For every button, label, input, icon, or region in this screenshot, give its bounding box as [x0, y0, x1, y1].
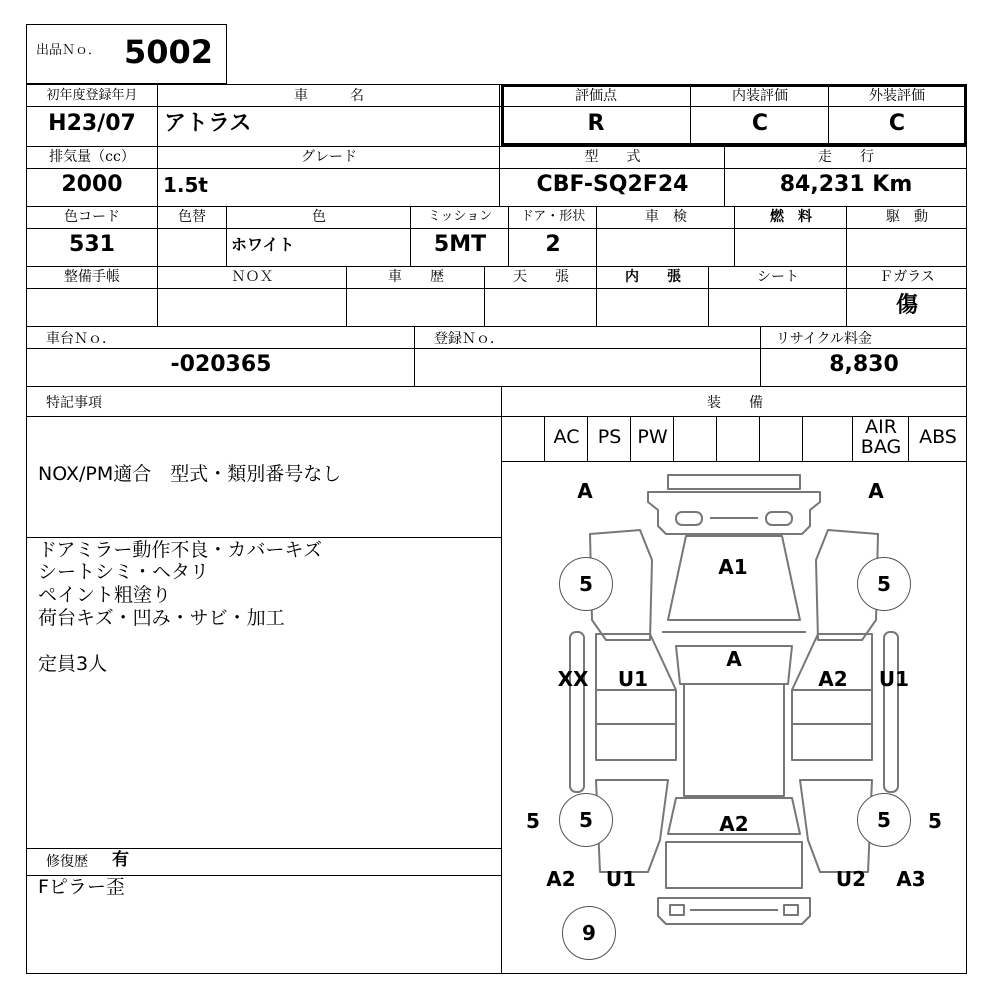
equipment-ps: PS [597, 426, 622, 448]
interior-trim-label: 内 張 [625, 269, 681, 285]
color-code-value: 531 [69, 232, 115, 257]
grade-label: グレード [301, 149, 357, 165]
equipment-pw: PW [637, 426, 668, 448]
recycle-label: リサイクル料金 [776, 331, 873, 347]
mission-label: ミッション [427, 209, 493, 224]
first-reg-label: 初年度登録年月 [46, 88, 138, 103]
fglass-label: Ｆガラス [879, 269, 935, 285]
drive-label: 駆 動 [886, 209, 928, 225]
notes-line-7: 定員3人 [38, 653, 108, 675]
diagram-headlight-left [676, 512, 702, 525]
chassis-value: -020365 [170, 352, 272, 377]
tire-right-rear: 5 [857, 793, 911, 847]
seat-label: シート [757, 269, 799, 285]
repair-label: 修復歴 [46, 854, 88, 870]
mark-right-door-a: A2 [818, 667, 848, 691]
mark-right-rear-a: U2 [835, 867, 867, 891]
mark-cab-roof: A [726, 647, 742, 671]
diagram-headlight-right [766, 512, 792, 525]
notes-line-3: シートシミ・ヘタリ [38, 561, 210, 583]
registration-label: 登録Ｎｏ． [434, 331, 504, 347]
car-name-value: アトラス [164, 111, 252, 136]
exterior-value: C [888, 111, 906, 136]
mark-right-rear-outer: 5 [928, 809, 942, 833]
equipment-ac: AC [553, 426, 580, 448]
equipment-airbag-2: BAG [860, 436, 902, 458]
interior-label: 内装評価 [732, 88, 788, 104]
diagram-front-bumper [668, 475, 800, 489]
diagram-right-cab-side [792, 634, 872, 760]
nox-label: ＮＯＸ [231, 269, 274, 285]
listing-number: 5002 [124, 33, 214, 71]
grade-value: 1.5t [163, 173, 208, 197]
first-reg-value: H23/07 [48, 111, 136, 136]
mark-right-rear-b: A3 [896, 867, 926, 891]
diagram-rear-panel [666, 842, 802, 888]
fuel-label: 燃 料 [770, 209, 812, 225]
mark-right-door-b: U1 [878, 667, 910, 691]
exterior-label: 外装評価 [869, 88, 925, 104]
notes-line-4: ペイント粗塗り [38, 584, 172, 606]
listing-label: 出品Ｎｏ． [36, 43, 102, 58]
headliner-label: 天 張 [513, 269, 569, 285]
model-value: CBF-SQ2F24 [536, 172, 689, 197]
model-label: 型 式 [584, 149, 641, 165]
mileage-value: 84,231 Km [779, 172, 913, 197]
color-value: ホワイト [231, 235, 295, 254]
tire-left-front: 5 [559, 557, 613, 611]
mark-front-left-corner: A [577, 479, 593, 503]
repair-detail: Fピラー歪 [38, 876, 125, 898]
chassis-label: 車台Ｎｏ． [46, 331, 116, 347]
mileage-label: 走 行 [818, 149, 874, 165]
car-name-label: 車 名 [294, 88, 364, 104]
mark-left-door-b: U1 [617, 667, 649, 691]
diagram-cargo-bed [684, 684, 784, 796]
tire-right-front: 5 [857, 557, 911, 611]
door-label: ドア・形状 [520, 209, 586, 224]
repair-value: 有 [112, 850, 129, 870]
color-code-label: 色コード [64, 209, 120, 225]
interior-value: C [751, 111, 769, 136]
mark-bed-front: A2 [719, 812, 749, 836]
notes-line-5: 荷台キズ・凹み・サビ・加工 [38, 607, 285, 629]
color-label: 色 [312, 209, 326, 225]
mark-windshield: A1 [718, 555, 748, 579]
displacement-label: 排気量（cc） [49, 149, 135, 165]
mark-front-right-corner: A [868, 479, 884, 503]
mark-left-rear-outer: 5 [526, 809, 540, 833]
displacement-value: 2000 [61, 172, 123, 197]
equipment-label: 装 備 [707, 395, 763, 411]
notes-line-1: NOX/PM適合 型式・類別番号なし [38, 463, 342, 485]
fglass-value: 傷 [895, 292, 918, 318]
maintenance-label: 整備手帳 [64, 269, 120, 285]
tire-spare: 9 [562, 906, 616, 960]
score-label: 評価点 [575, 88, 617, 104]
equipment-airbag-1: AIR [865, 416, 897, 438]
tire-left-rear: 5 [559, 793, 613, 847]
history-label: 車 歴 [388, 269, 444, 285]
mark-left-door-a: XX [557, 667, 589, 691]
mission-value: 5MT [433, 232, 487, 257]
diagram-right-running-board [884, 632, 898, 792]
repaint-label: 色替 [178, 209, 206, 225]
mark-left-rear-b: U1 [605, 867, 637, 891]
diagram-left-running-board [570, 632, 584, 792]
door-value: 2 [545, 232, 561, 257]
notes-label: 特記事項 [46, 395, 102, 411]
diagram-grille [648, 492, 820, 534]
recycle-value: 8,830 [829, 352, 899, 377]
diagram-left-cab-side [596, 634, 676, 760]
mark-left-rear-a: A2 [546, 867, 576, 891]
vehicle-diagram [501, 462, 967, 974]
score-value: R [587, 111, 605, 136]
notes-line-2: ドアミラー動作不良・カバーキズ [38, 539, 323, 561]
inspection-label: 車 検 [645, 209, 687, 225]
equipment-abs: ABS [919, 426, 957, 448]
